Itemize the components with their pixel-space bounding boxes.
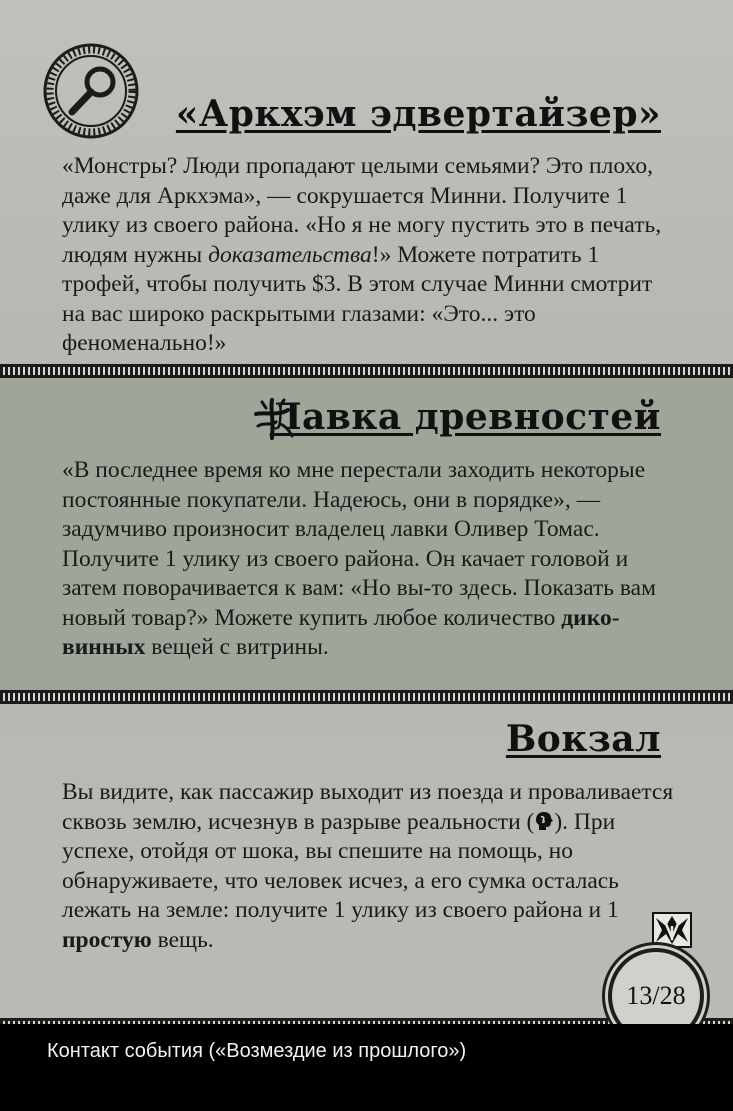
text-run: «Монстры? Люди пропадают целыми семьями? Это плохо, даже для Аркхэма», — сокрушается Минни. Получите 1 улику из своего района. «Но я не могу пустить это в печать, людям нужны	[62, 153, 662, 268]
section-text	[62, 152, 674, 359]
text-run: «В последнее время ко мне перестали заходить некоторые постоянные покупатели. Надеюсь, они в порядке», — задумчиво произносит владелец лавки Оливер Томас. Получите 1 улику из своего района. Он качает головой и затем поворачивается к вам: «Но вы-то здесь. Показать вам новый товар?» Можете купить любое количество	[62, 457, 656, 631]
magnifying-glass-icon	[42, 42, 140, 140]
text-run: ). При успехе, отойдя от шока, вы спешите на помощь, но обнаруживаете, что человек исчез, а его сумка осталась лежать на земле: получите 1 улику из своего района и 1	[62, 808, 619, 923]
card-number: 13/28	[626, 981, 686, 1010]
text-run-italic: доказательства	[208, 241, 372, 268]
section-antique-shop	[0, 366, 733, 696]
text-run: вещей с витрины.	[145, 634, 329, 660]
section-title: «Аркхэм эдвертайзер»	[175, 93, 661, 135]
section-divider	[0, 364, 733, 378]
expansion-set-icon	[652, 912, 692, 948]
section-title: Лавка древностей	[269, 396, 661, 438]
section-title: Вокзал	[505, 718, 661, 760]
section-arkham-advertiser	[0, 0, 733, 366]
footer-bar	[0, 1024, 733, 1111]
lore-head-icon	[534, 810, 554, 832]
section-text	[62, 456, 674, 663]
section-text	[62, 778, 674, 955]
section-divider	[0, 690, 733, 704]
text-run: !» Можете потратить 1 трофей, чтобы получить $3. В этом случае Минни смотрит на вас широко раскрытыми глазами: «Это... это феноменально!»	[62, 241, 653, 356]
text-run: вещь.	[151, 926, 214, 953]
text-run-bold: простую	[62, 926, 152, 953]
footer-caption: Контакт события («Возмездие из прошлого»)	[47, 1040, 467, 1062]
text-run-bold: диковинных	[62, 604, 620, 660]
text-run: Вы видите, как пассажир выходит из поезда и проваливается сквозь землю, исчезнув в разрыве реальности (	[62, 779, 674, 835]
